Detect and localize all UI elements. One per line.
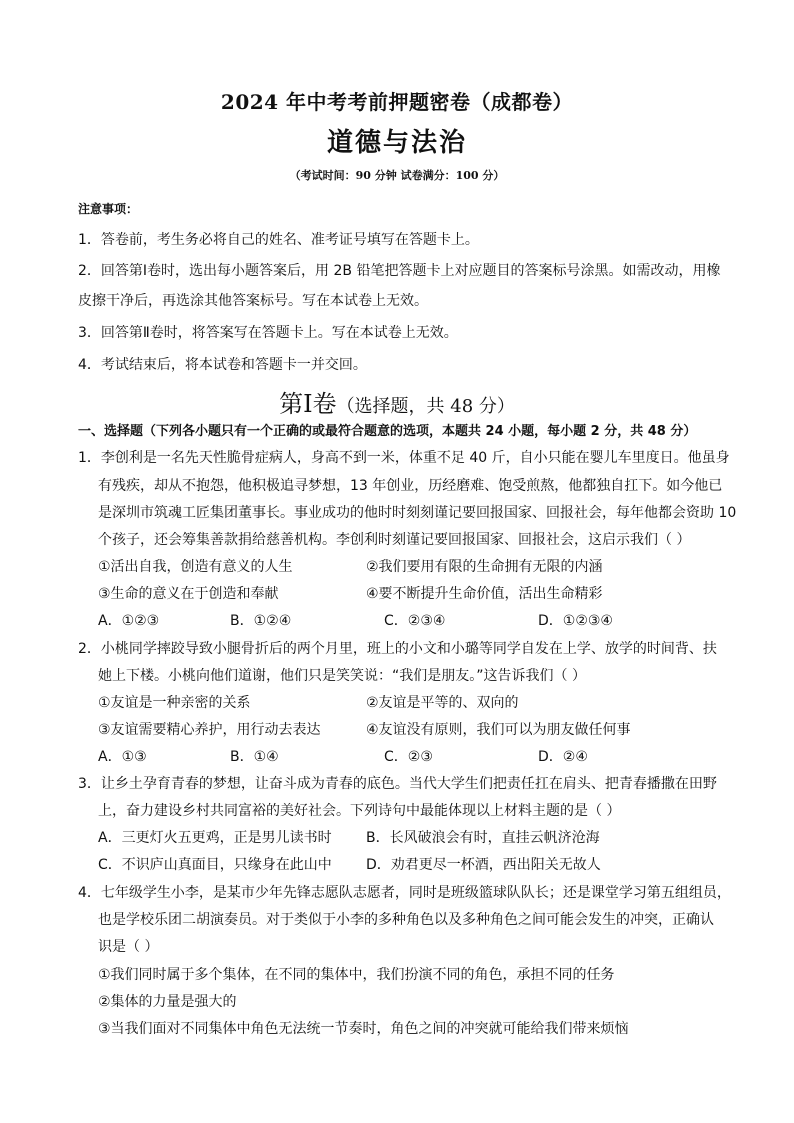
statement: ②我们要用有限的生命拥有无限的内涵: [366, 559, 603, 575]
part-subtitle: （选择题，共 48 分）: [336, 396, 515, 417]
notice-item: 3．回答第Ⅱ卷时，将答案写在答题卡上。写在本试卷上无效。: [78, 325, 458, 341]
answer-choice: B．①④: [230, 749, 279, 765]
statement: ③当我们面对不同集体中角色无法统一节奏时，角色之间的冲突就可能给我们带来烦恼: [98, 1021, 629, 1037]
answer-choice: C．②③④: [384, 613, 446, 629]
question-line: 有残疾，却从不抱怨，他积极追寻梦想，13 年创业，历经磨难、饱受煎熬，他都独自扛下。如今他已: [98, 478, 723, 494]
exam-title: 2024 年中考考前押题密卷（成都卷）: [220, 90, 574, 114]
question-line: 3．让乡土孕育青春的梦想，让奋斗成为青春的底色。当代大学生们把责任扛在肩头、把青春播撒在田野: [78, 776, 717, 792]
statement: ③友谊需要精心养护，用行动去表达: [98, 722, 321, 738]
notice-heading: 注意事项：: [78, 202, 139, 216]
notice-item: 皮擦干净后，再选涂其他答案标号。写在本试卷上无效。: [78, 293, 428, 309]
question-line: 也是学校乐团二胡演奏员。对于类似于小李的多种角色以及多种角色之间可能会发生的冲突，正确认: [98, 912, 714, 928]
question-line: 4．七年级学生小李，是某市少年先锋志愿队志愿者，同时是班级篮球队队长；还是课堂学习第五组组员，: [78, 885, 731, 901]
part-heading: [0, 384, 794, 419]
notice-item: 1．答卷前，考生务必将自己的姓名、准考证号填写在答题卡上。: [78, 232, 479, 248]
answer-choice: C．不识庐山真面目，只缘身在此山中: [98, 857, 332, 873]
statement: ②集体的力量是强大的: [98, 994, 237, 1010]
question-line: 上，奋力建设乡村共同富裕的美好社会。下列诗句中最能体现以上材料主题的是（ ）: [98, 803, 621, 819]
exam-meta: （考试时间：90 分钟 试卷满分：100 分）: [289, 169, 505, 182]
answer-choice: D．①②③④: [538, 613, 613, 629]
subject-title: 道德与法治: [326, 128, 467, 158]
answer-choice: A．①③: [98, 749, 147, 765]
question-line: 2．小桃同学摔跤导致小腿骨折后的两个月里，班上的小文和小璐等同学自发在上学、放学的时间背、扶: [78, 641, 717, 657]
section-heading: 一、选择题（下列各小题只有一个正确的或最符合题意的选项，本题共 24 小题，每小题 2 分，共 48 分）: [78, 424, 697, 439]
answer-choice: D．②④: [538, 749, 588, 765]
answer-choice: A．①②③: [98, 613, 160, 629]
answer-choice: C．②③: [384, 749, 433, 765]
answer-choice: B．长风破浪会有时，直挂云帆济沧海: [366, 830, 600, 846]
statement: ③生命的意义在于创造和奉献: [98, 586, 279, 602]
statement: ④要不断提升生命价值，活出生命精彩: [366, 586, 603, 602]
question-line: 1．李创利是一名先天性脆骨症病人，身高不到一米，体重不足 40 斤，自小只能在婴儿车里度日。他虽身: [78, 450, 730, 466]
question-line: 是深圳市筑魂工匠集团董事长。事业成功的他时时刻刻谨记要回报国家、回报社会，每年他都会资助 10: [98, 505, 737, 521]
answer-choice: D．劝君更尽一杯酒，西出阳关无故人: [366, 857, 601, 873]
statement: ②友谊是平等的、双向的: [366, 695, 519, 711]
answer-choice: B．①②④: [230, 613, 292, 629]
question-line: 个孩子，还会筹集善款捐给慈善机构。李创利时刻谨记要回报国家、回报社会，这启示我们（ ）: [98, 532, 691, 548]
question-line: 识是（ ）: [98, 939, 159, 955]
statement: ①活出自我，创造有意义的人生: [98, 559, 293, 575]
question-line: 她上下楼。小桃向他们道谢，他们只是笑笑说：“我们是朋友。”这告诉我们（ ）: [98, 668, 586, 684]
statement: ①友谊是一种亲密的关系: [98, 695, 251, 711]
notice-item: 2．回答第Ⅰ卷时，选出每小题答案后，用 2B 铅笔把答题卡上对应题目的答案标号涂黑。如需改动，用橡: [78, 263, 721, 279]
part-title: 第Ⅰ卷: [279, 390, 337, 418]
statement: ④友谊没有原则，我们可以为朋友做任何事: [366, 722, 631, 738]
statement: ①我们同时属于多个集体，在不同的集体中，我们扮演不同的角色，承担不同的任务: [98, 967, 615, 983]
notice-item: 4．考试结束后，将本试卷和答题卡一并交回。: [78, 357, 367, 373]
answer-choice: A．三更灯火五更鸡，正是男儿读书时: [98, 830, 332, 846]
